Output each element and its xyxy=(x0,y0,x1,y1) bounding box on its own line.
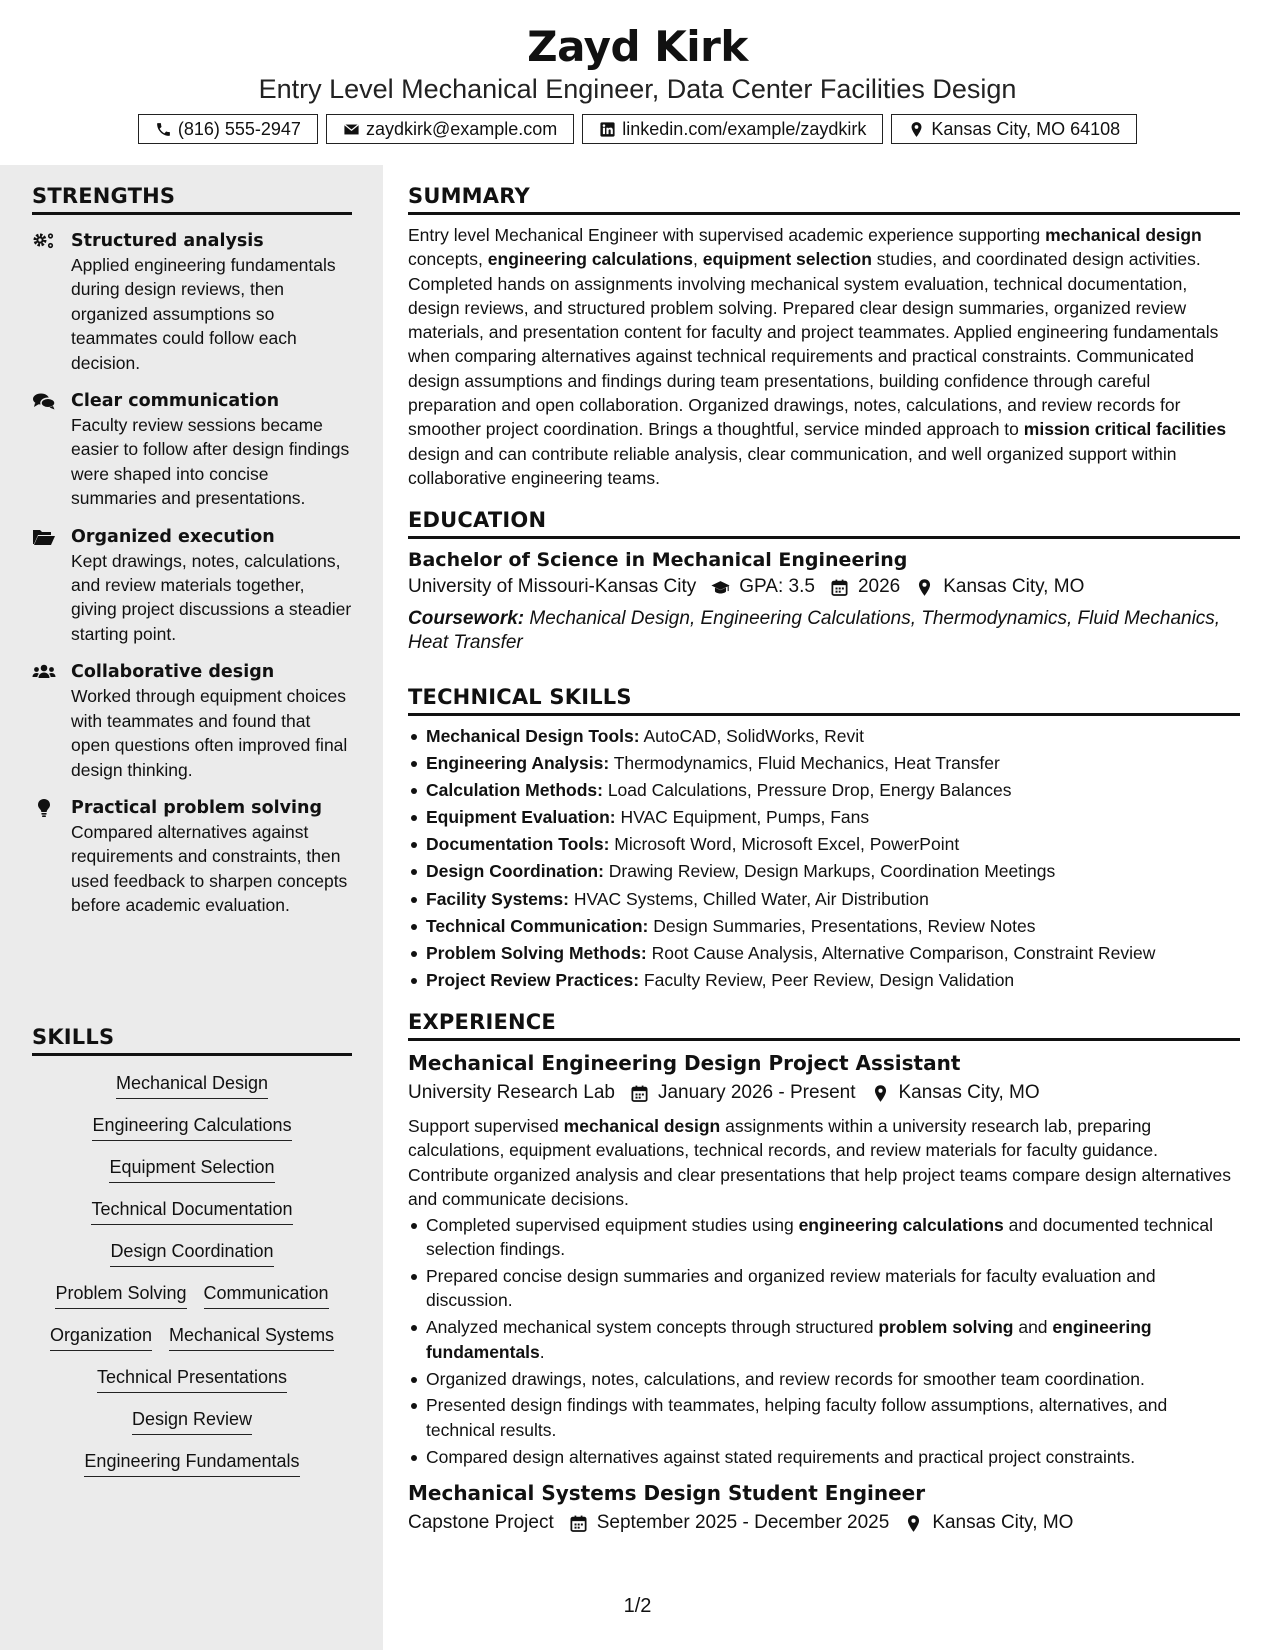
list-item: Technical Communication: Design Summaries, Presentations, Review Notes xyxy=(408,913,1240,940)
technical-skills-list xyxy=(408,723,1240,994)
job-org: Capstone Project xyxy=(408,1512,554,1534)
experience-heading: EXPERIENCE xyxy=(408,1010,1240,1041)
job-title: Mechanical Systems Design Student Engineer xyxy=(408,1481,926,1506)
strength-title: Collaborative design xyxy=(71,662,275,683)
skill-tag: Problem Solving xyxy=(55,1282,186,1309)
list-item: Compared design alternatives against stated requirements and practical project constraints. xyxy=(408,1445,1240,1469)
strength-title: Structured analysis xyxy=(71,231,264,251)
skills-list xyxy=(32,1072,352,1477)
strength-desc: Worked through equipment choices with teammates and found that open questions often improved final design thinking. xyxy=(71,686,348,780)
skill-tag: Equipment Selection xyxy=(109,1156,274,1183)
contact-email-text: zaydkirk@example.com xyxy=(365,118,558,139)
list-item: Facility Systems: HVAC Systems, Chilled Water, Air Distribution xyxy=(408,886,1240,913)
summary-section xyxy=(408,184,1240,490)
map-pin-icon xyxy=(908,121,925,138)
job-entry xyxy=(408,1479,1240,1537)
school-location: Kansas City, MO xyxy=(943,576,1085,597)
folder-open-icon xyxy=(32,527,56,547)
strength-title: Practical problem solving xyxy=(71,797,323,818)
job-dates: January 2026 - Present xyxy=(657,1082,856,1103)
strength-item xyxy=(32,525,352,647)
sidebar xyxy=(0,165,383,1650)
skill-tag: Technical Documentation xyxy=(91,1198,292,1225)
calendar-icon xyxy=(630,1084,649,1103)
technical-skills-heading: TECHNICAL SKILLS xyxy=(408,685,1240,716)
linkedin-icon xyxy=(599,121,616,138)
phone-icon xyxy=(155,121,172,138)
skill-tag: Organization xyxy=(50,1324,152,1351)
chat-bubbles-icon xyxy=(32,391,56,411)
list-item: Calculation Methods: Load Calculations, Pressure Drop, Energy Balances xyxy=(408,777,1240,804)
job-meta xyxy=(408,1509,1240,1537)
resume-header xyxy=(0,0,1275,165)
education-section xyxy=(408,508,1240,655)
strength-desc: Kept drawings, notes, calculations, and review materials together, giving project discussions a steadier starting point. xyxy=(71,550,352,644)
education-meta xyxy=(408,573,1240,601)
job-entry xyxy=(408,1049,1240,1469)
list-item: Equipment Evaluation: HVAC Equipment, Pumps, Fans xyxy=(408,804,1240,831)
strength-item xyxy=(32,229,352,375)
school-name: University of Missouri-Kansas City xyxy=(408,576,697,597)
summary-text: Entry level Mechanical Engineer with supervised academic experience supporting mechanical design concepts, engineering calculations, equipment selection studies, and coordinated design activities. Completed hands on assignments involving mechanical system evaluation, technical documentation, design reviews, and structured problem solving. Prepared clear design summaries, organized review materials, and presentation content for faculty and project teammates. Applied engineering fundamentals when comparing alternatives against technical requirements and practical constraints. Communicated design assumptions and findings during team presentations, building confidence through careful preparation and open collaboration. Organized drawings, notes, calculations, and review records for smoother project coordination. Brings a thoughtful, service minded approach to mission critical facilities design and can contribute reliable analysis, clear communication, and well organized support within collaborative engineering teams. xyxy=(408,225,1227,488)
list-item: Completed supervised equipment studies using engineering calculations and documented technical selection findings. xyxy=(408,1213,1240,1262)
contact-phone[interactable] xyxy=(138,114,318,144)
contact-linkedin[interactable] xyxy=(582,114,883,144)
job-location: Kansas City, MO xyxy=(898,1082,1040,1103)
strength-item xyxy=(32,389,352,511)
job-dates: September 2025 - December 2025 xyxy=(596,1512,890,1534)
map-pin-icon xyxy=(904,1514,923,1533)
candidate-title: Entry Level Mechanical Engineer, Data Center Facilities Design xyxy=(258,74,1017,104)
skill-tag: Mechanical Systems xyxy=(169,1324,334,1351)
candidate-name: Zayd Kirk xyxy=(527,22,748,71)
summary-heading: SUMMARY xyxy=(408,184,1240,215)
strengths-section xyxy=(32,184,352,918)
list-item: Project Review Practices: Faculty Review, Peer Review, Design Validation xyxy=(408,967,1240,994)
gears-icon xyxy=(32,231,56,251)
list-item: Presented design findings with teammates, helping faculty follow assumptions, alternatives, and technical results. xyxy=(408,1393,1240,1442)
map-pin-icon xyxy=(871,1084,890,1103)
contact-bar xyxy=(0,114,1275,144)
skill-tag: Design Coordination xyxy=(110,1240,273,1267)
skills-section xyxy=(32,1025,352,1477)
contact-email[interactable] xyxy=(326,114,574,144)
strength-desc: Faculty review sessions became easier to follow after design findings were shaped into concise summaries and presentations. xyxy=(71,415,350,509)
graduation-cap-icon xyxy=(711,578,730,597)
degree-title: Bachelor of Science in Mechanical Engineering xyxy=(408,549,908,571)
strength-item xyxy=(32,796,352,918)
list-item: Analyzed mechanical system concepts through structured problem solving and engineering fundamentals. xyxy=(408,1315,1240,1364)
strength-item xyxy=(32,660,352,782)
list-item: Prepared concise design summaries and organized review materials for faculty evaluation and discussion. xyxy=(408,1264,1240,1313)
list-item: Problem Solving Methods: Root Cause Analysis, Alternative Comparison, Constraint Review xyxy=(408,940,1240,967)
envelope-icon xyxy=(343,121,360,138)
education-heading: EDUCATION xyxy=(408,508,1240,539)
skills-heading: SKILLS xyxy=(32,1025,352,1056)
strengths-heading: STRENGTHS xyxy=(32,184,352,215)
skill-tag: Engineering Fundamentals xyxy=(84,1450,299,1477)
coursework: Coursework: Mechanical Design, Engineering Calculations, Thermodynamics, Fluid Mechanics, Heat Transfer xyxy=(408,608,1221,653)
job-meta xyxy=(408,1079,1240,1107)
list-item: Engineering Analysis: Thermodynamics, Fluid Mechanics, Heat Transfer xyxy=(408,750,1240,777)
contact-location-text: Kansas City, MO 64108 xyxy=(931,118,1121,139)
skill-tag: Design Review xyxy=(132,1408,252,1435)
graduation-year: 2026 xyxy=(857,576,901,597)
job-description: Support supervised mechanical design assignments within a university research lab, preparing calculations, equipment evaluations, technical records, and review materials for faculty guidance. Contribute organized analysis and clear presentations that help project teams compare design alternatives and communicate decisions. xyxy=(408,1116,1231,1210)
technical-skills-section xyxy=(408,685,1240,994)
map-pin-icon xyxy=(915,578,934,597)
job-org: University Research Lab xyxy=(408,1082,615,1103)
skill-tag: Mechanical Design xyxy=(116,1072,268,1099)
skill-tag: Communication xyxy=(204,1282,329,1309)
experience-section xyxy=(408,1010,1240,1537)
job-title: Mechanical Engineering Design Project Assistant xyxy=(408,1051,961,1075)
strength-title: Organized execution xyxy=(71,526,275,547)
contact-linkedin-text: linkedin.com/example/zaydkirk xyxy=(622,118,867,139)
list-item: Documentation Tools: Microsoft Word, Microsoft Excel, PowerPoint xyxy=(408,831,1240,858)
page-number: 1/2 xyxy=(623,1595,652,1617)
strength-title: Clear communication xyxy=(71,391,280,412)
strength-desc: Applied engineering fundamentals during design reviews, then organized assumptions so teammates could follow each decision. xyxy=(71,255,336,373)
contact-location xyxy=(891,114,1137,144)
calendar-icon xyxy=(830,578,849,597)
list-item: Organized drawings, notes, calculations, and review records for smoother team coordination. xyxy=(408,1367,1240,1391)
contact-phone-text: (816) 555-2947 xyxy=(177,118,301,139)
lightbulb-icon xyxy=(32,798,56,818)
users-icon xyxy=(32,662,56,682)
list-item: Design Coordination: Drawing Review, Design Markups, Coordination Meetings xyxy=(408,858,1240,885)
skill-tag: Engineering Calculations xyxy=(92,1114,291,1141)
calendar-icon xyxy=(569,1514,588,1533)
gpa: GPA: 3.5 xyxy=(739,576,815,597)
list-item: Mechanical Design Tools: AutoCAD, SolidWorks, Revit xyxy=(408,723,1240,750)
skill-tag: Technical Presentations xyxy=(97,1366,287,1393)
job-location: Kansas City, MO xyxy=(932,1512,1074,1534)
strength-desc: Compared alternatives against requirements and constraints, then used feedback to sharpen concepts before academic evaluation. xyxy=(71,821,348,916)
job-bullets xyxy=(408,1213,1240,1470)
